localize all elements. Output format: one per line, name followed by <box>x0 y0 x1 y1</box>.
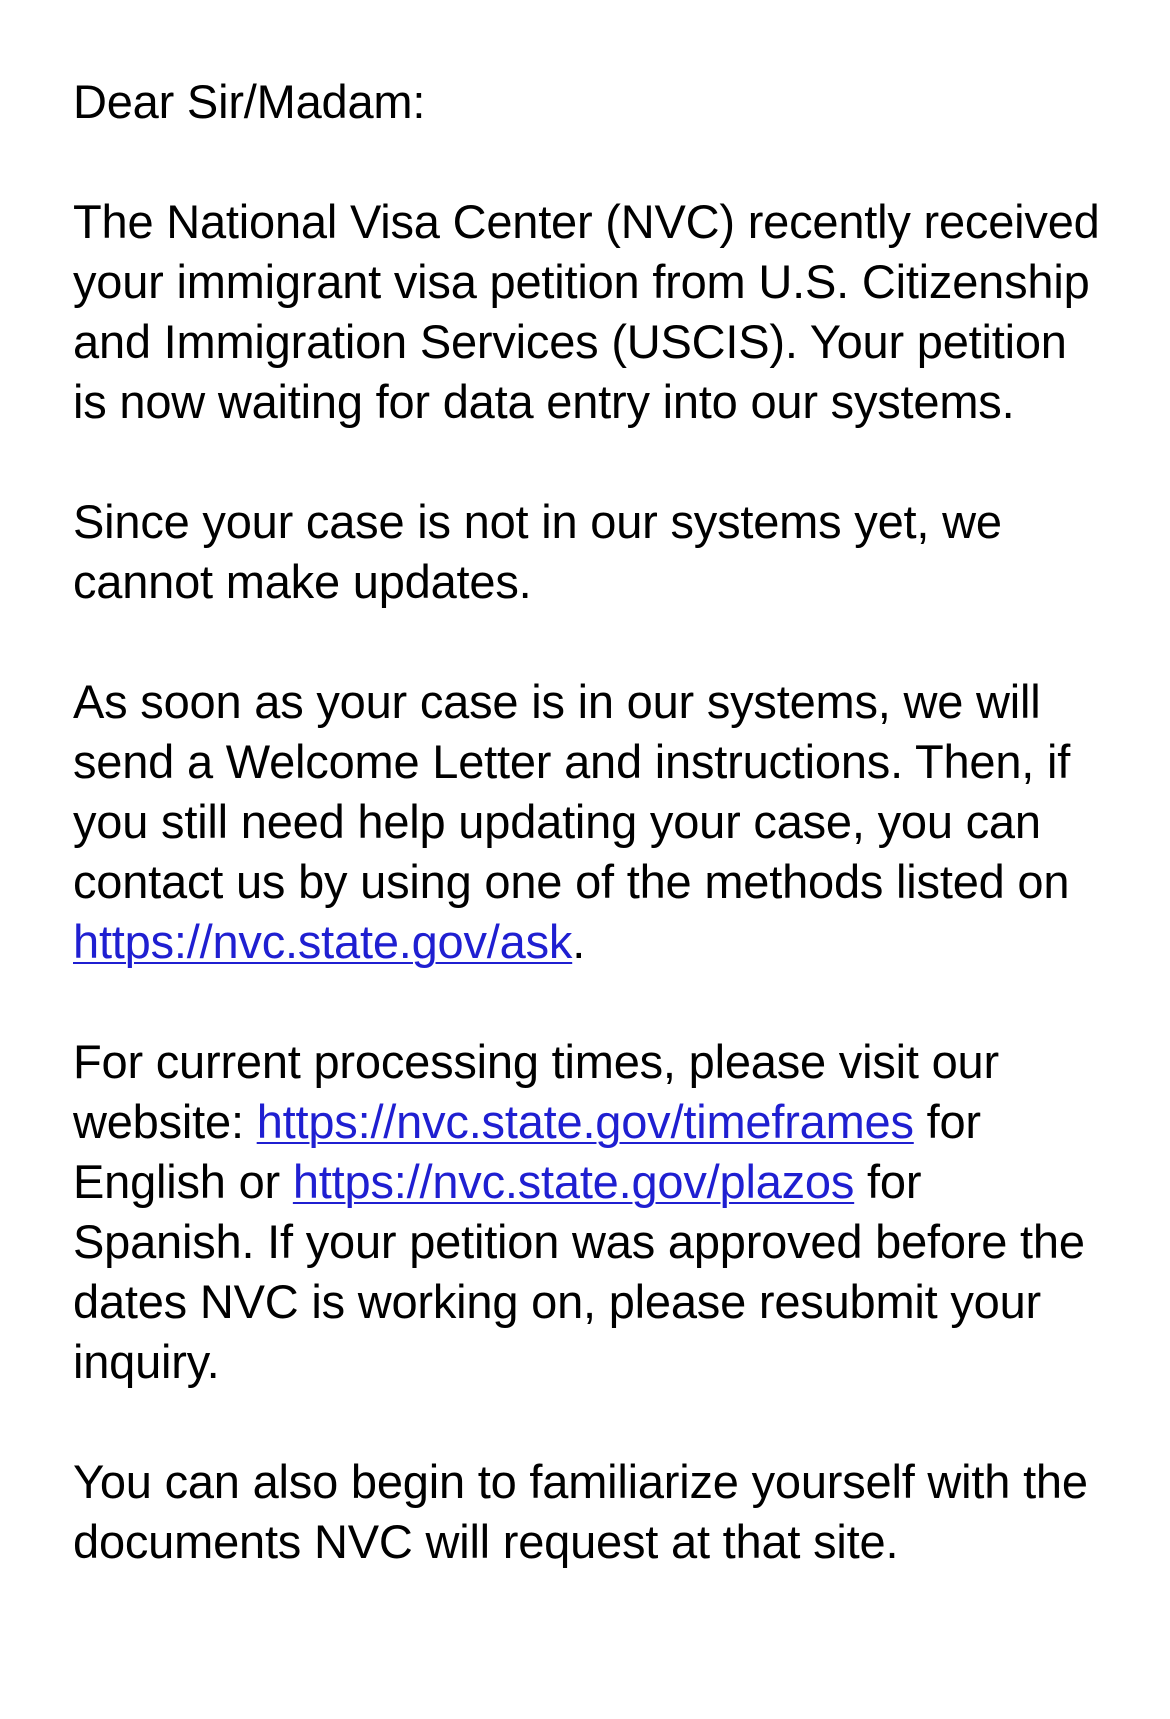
ask-link[interactable]: https://nvc.state.gov/ask <box>73 915 573 968</box>
greeting: Dear Sir/Madam: <box>73 75 426 128</box>
paragraph-welcome-letter <box>73 672 1113 972</box>
email-body <box>73 72 1113 1572</box>
paragraph-familiarize: You can also begin to familiarize yourself with the documents NVC will request at that site. <box>73 1455 1088 1568</box>
processing-times-text-1: For current processing times, please visit our website: <box>73 1035 999 1148</box>
processing-times-text-3: for Spanish. If your petition was approved before the dates NVC is working on, please resubmit your inquiry. <box>73 1155 1085 1388</box>
paragraph-nvc-received: The National Visa Center (NVC) recently received your immigrant visa petition from U.S. Citizenship and Immigration Services (USCIS). Your petition is now waiting for data entry into our systems. <box>73 195 1100 428</box>
processing-times-text-2: for English or <box>73 1095 981 1208</box>
paragraph-welcome-letter-text: As soon as your case is in our systems, we will send a Welcome Letter and instructions. Then, if you still need help updating your case, you can contact us by using one of the methods listed on <box>73 675 1071 908</box>
paragraph-not-in-system: Since your case is not in our systems yet, we cannot make updates. <box>73 495 1002 608</box>
paragraph-processing-times <box>73 1032 1113 1392</box>
paragraph-welcome-letter-suffix: . <box>572 915 586 968</box>
timeframes-link[interactable]: https://nvc.state.gov/timeframes <box>256 1095 914 1148</box>
plazos-link[interactable]: https://nvc.state.gov/plazos <box>292 1155 855 1208</box>
